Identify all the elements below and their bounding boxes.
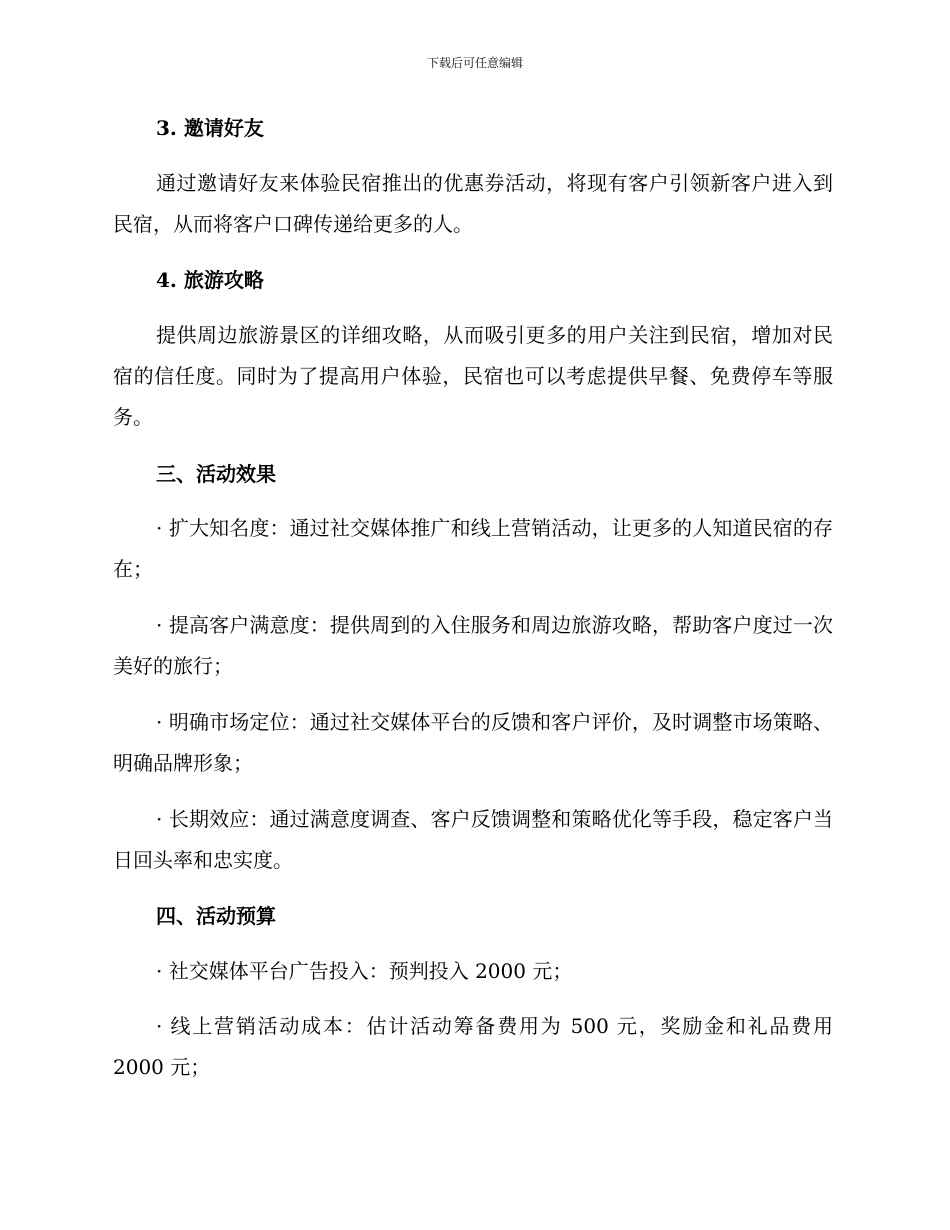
section-heading-travel-guide: 4. 旅游攻略	[156, 268, 264, 292]
list-item-budget-online-marketing: · 线上营销活动成本：估计活动筹备费用为 500 元，奖励金和礼品费用 2000 元；	[113, 1014, 833, 1079]
list-item-effect-positioning: · 明确市场定位：通过社交媒体平台的反馈和客户评价，及时调整市场策略、明确品牌形象；	[113, 710, 833, 775]
page-header: 下载后可任意编辑	[426, 56, 523, 70]
paragraph-travel-guide: 提供周边旅游景区的详细攻略，从而吸引更多的用户关注到民宿，增加对民宿的信任度。同时为了提高用户体验，民宿也可以考虑提供早餐、免费停车等服务。	[113, 323, 833, 429]
list-item-budget-ads: · 社交媒体平台广告投入：预判投入 2000 元；	[156, 959, 573, 983]
list-item-effect-long-term: · 长期效应：通过满意度调查、客户反馈调整和策略优化等手段，稳定客户当日回头率和忠实度。	[113, 807, 833, 872]
section-heading-invite-friends: 3. 邀请好友	[156, 116, 264, 140]
list-item-effect-satisfaction: · 提高客户满意度：提供周到的入住服务和周边旅游攻略，帮助客户度过一次美好的旅行；	[113, 613, 833, 678]
section-heading-activity-budget: 四、活动预算	[156, 904, 276, 928]
section-heading-activity-effect: 三、活动效果	[156, 462, 276, 486]
paragraph-invite-friends: 通过邀请好友来体验民宿推出的优惠券活动，将现有客户引领新客户进入到民宿，从而将客户口碑传递给更多的人。	[113, 171, 833, 236]
list-item-effect-awareness: · 扩大知名度：通过社交媒体推广和线上营销活动，让更多的人知道民宿的存在；	[113, 516, 833, 581]
